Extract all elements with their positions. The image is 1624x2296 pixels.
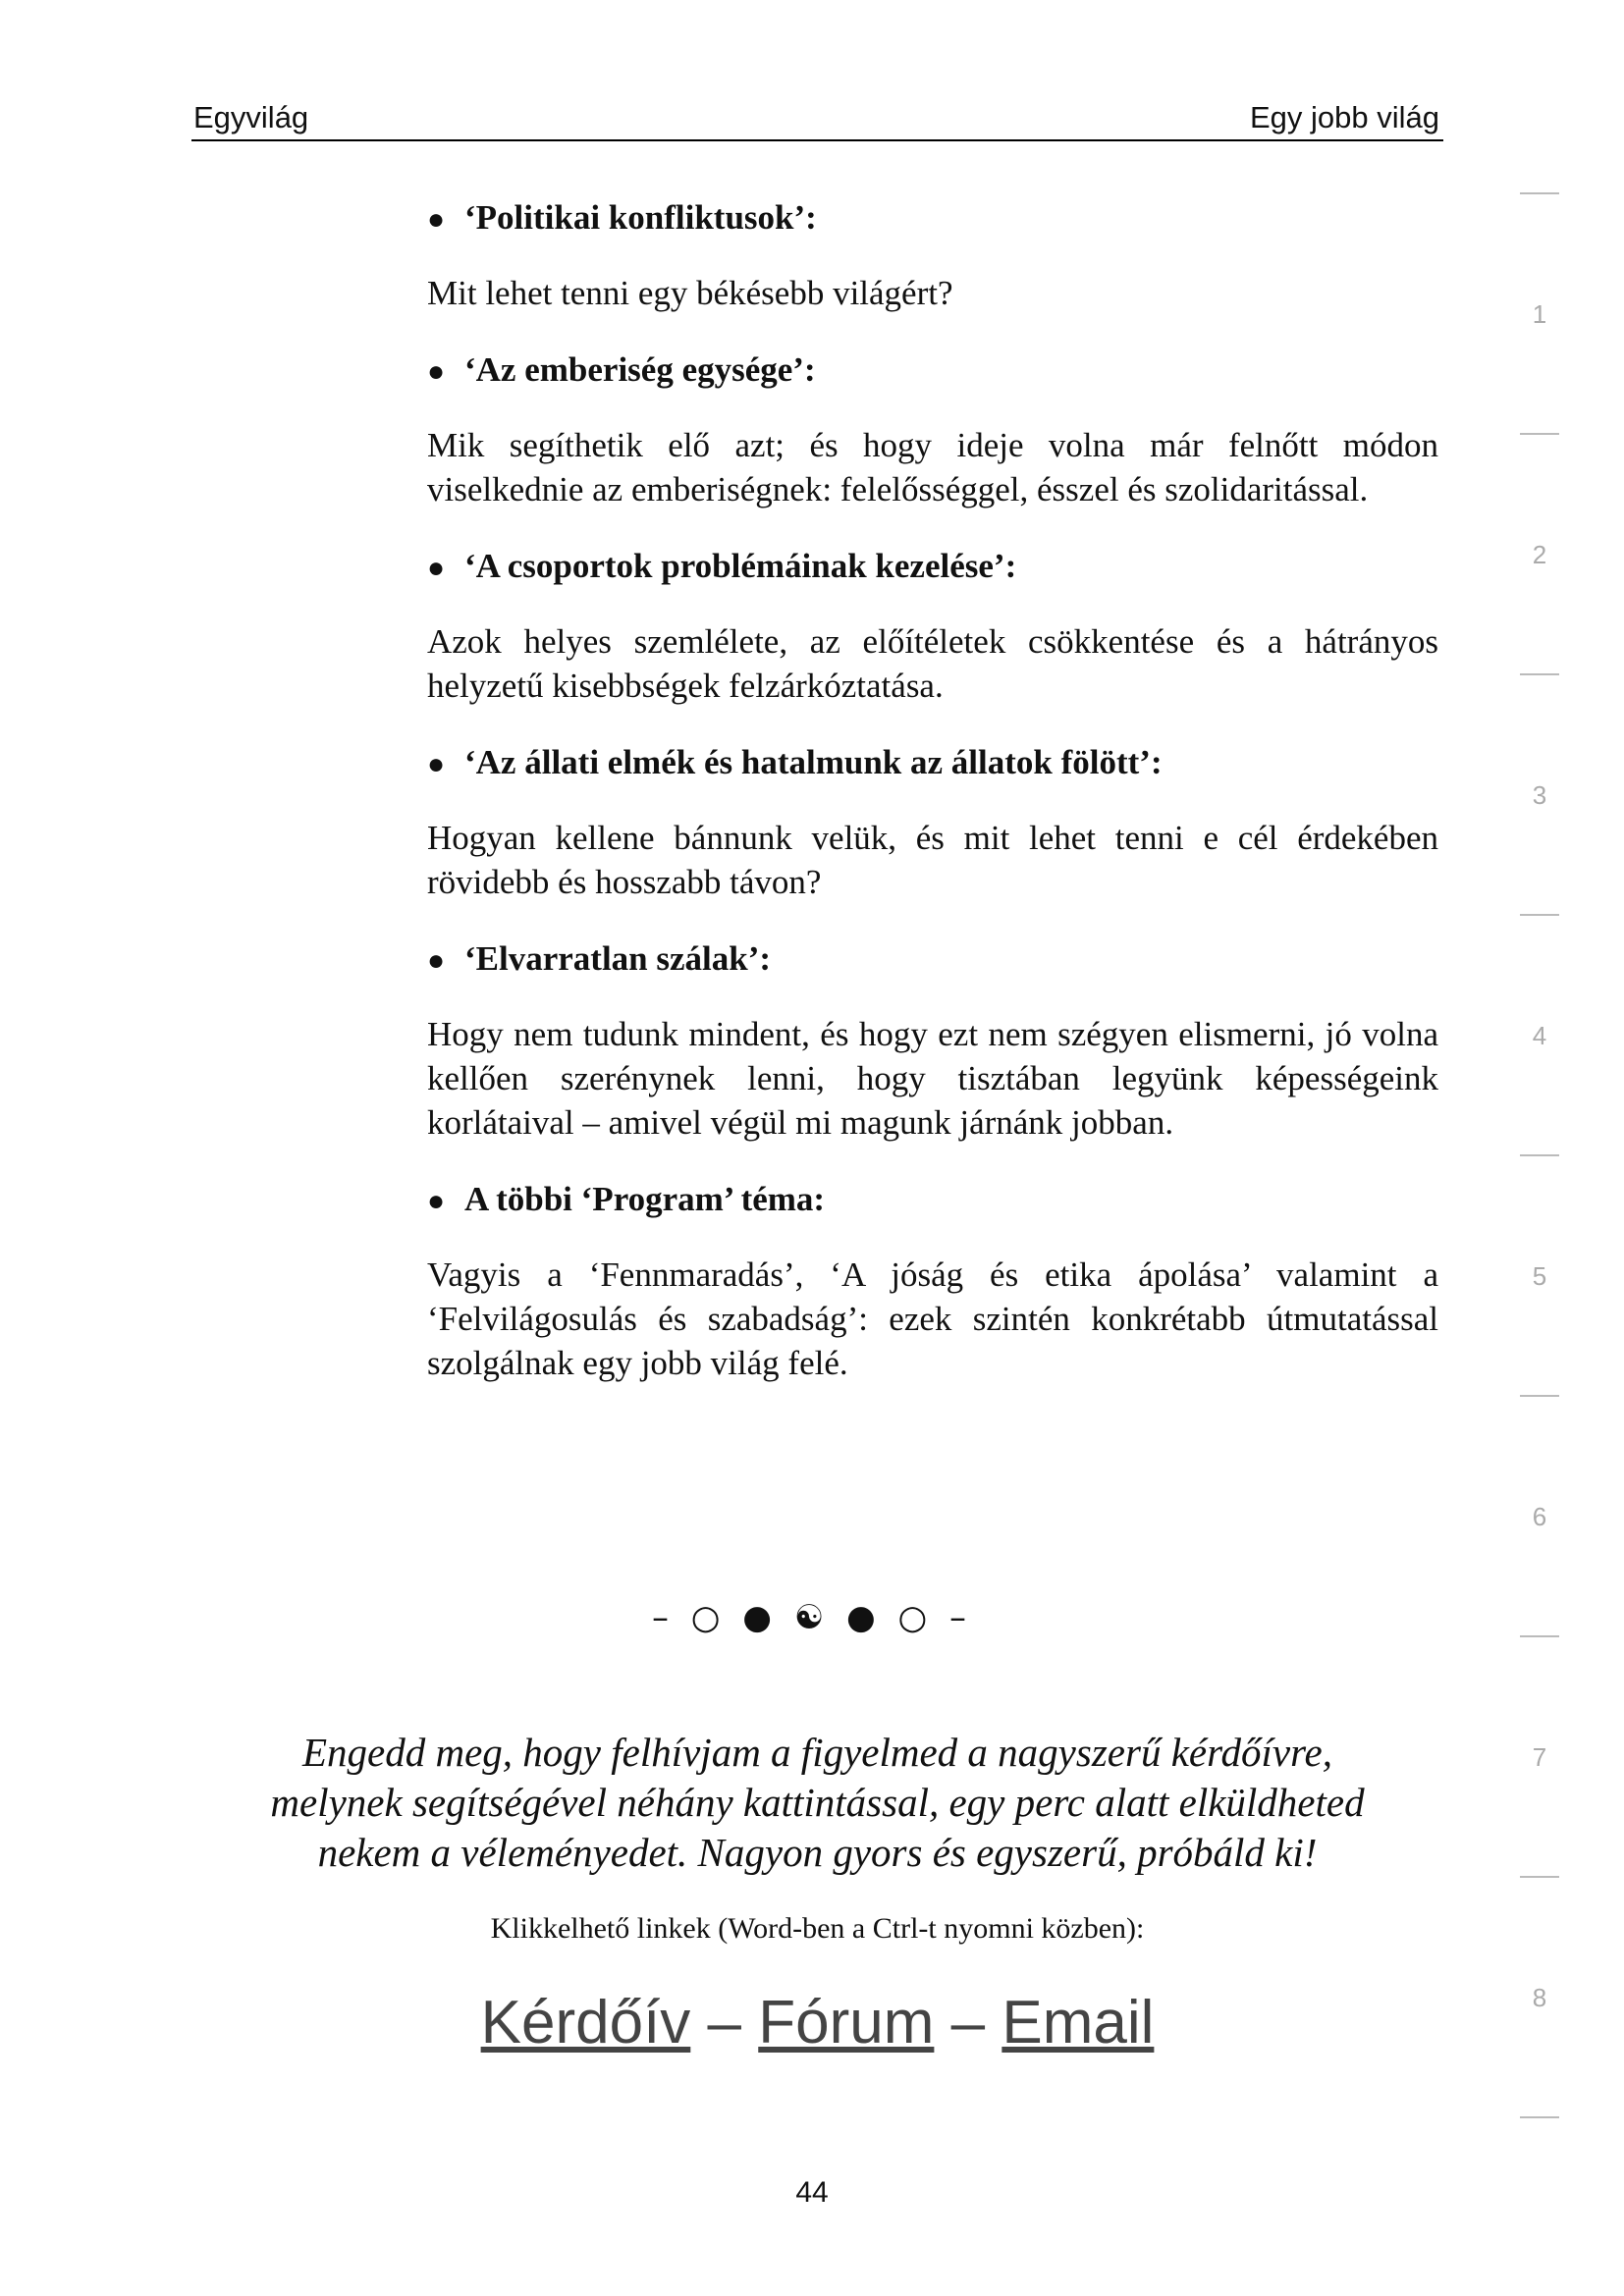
section-heading-text: ‘Az emberiség egysége’: [464,350,816,389]
section-text: Hogyan kellene bánnunk velük, és mit lehet tenni e cél érdekében rövidebb és hosszabb távon? [427,819,1438,901]
ruler-number: 7 [1532,1742,1547,1772]
bullet-icon: ● [427,552,446,584]
email-link[interactable]: Email [1001,1989,1155,2056]
ruler-tick [1520,914,1559,916]
closing-line: nekem a véleményedet. Nagyon gyors és egyszerű, próbáld ki! [317,1830,1318,1875]
ruler-number: 2 [1532,540,1547,569]
margin-line-ruler [1512,0,1571,2296]
section-heading-text: ‘Az állati elmék és hatalmunk az állatok fölött’: [464,743,1163,781]
section-text: Mit lehet tenni egy békésebb világért? [427,274,953,312]
bullet-icon: ● [427,1185,446,1217]
ruler-number: 4 [1532,1021,1547,1050]
bullet-icon: ● [427,944,446,977]
section-heading-text: ‘Elvarratlan szálak’: [464,939,772,978]
yin-yang-ornament-icon: – ○ ● ☯ ● ○ – [652,1598,972,1637]
section-text: Mik segíthetik elő azt; és hogy ideje volna már felnőtt módon viselkednie az emberiségnek: felelősséggel, ésszel és szolidaritással. [427,426,1438,508]
header-left-title: Egyvilág [193,100,309,134]
bullet-icon: ● [427,203,446,236]
section-unity [427,345,1438,511]
bullet-icon: ● [427,748,446,780]
header-right-title: Egy jobb világ [1249,100,1439,134]
ruler-tick [1520,1395,1559,1397]
main-content [427,192,1438,1415]
link-note: Klikkelhető linkek (Word-ben a Ctrl-t nyomni közben): [490,1912,1145,1945]
section-political-conflicts [427,192,1438,315]
section-heading [427,934,1438,987]
section-heading [427,192,1438,245]
ruler-tick [1520,1154,1559,1156]
closing-line: melynek segítségével néhány kattintással, egy perc alatt elküldheted [270,1780,1365,1825]
section-heading-text: ‘A csoportok problémáinak kezelése’: [464,547,1017,585]
ruler-tick [1520,673,1559,675]
link-separator: – [707,1989,742,2056]
ruler-number: 1 [1532,299,1547,329]
ruler-number: 8 [1532,1983,1547,2012]
section-heading [427,345,1438,398]
ruler-tick [1520,1876,1559,1878]
ruler-number: 5 [1532,1261,1547,1291]
closing-invitation [191,1728,1443,1878]
ruler-tick [1520,1635,1559,1637]
section-heading [427,541,1438,594]
bullet-icon: ● [427,355,446,388]
section-other-topics [427,1174,1438,1385]
ruler-tick [1520,2116,1559,2118]
section-text: Hogy nem tudunk mindent, és hogy ezt nem szégyen elismerni, jó volna kellően szerénynek lenni, hogy tisztában legyünk képességeink korlátaival – amivel végül mi magunk járnánk jobban. [427,1015,1438,1142]
section-heading-text: ‘Politikai konfliktusok’: [464,198,817,237]
section-heading [427,1174,1438,1227]
section-text: Vagyis a ‘Fennmaradás’, ‘A jóság és etika ápolása’ valamint a ‘Felvilágosulás és szabadság’: ezek szintén konkrétabb útmutatással szolgálnak egy jobb világ felé. [427,1255,1438,1382]
section-text: Azok helyes szemlélete, az előítéletek csökkentése és a hátrányos helyzetű kisebbségek felzárkóztatása. [427,622,1438,705]
section-heading [427,737,1438,790]
ruler-number: 6 [1532,1502,1547,1531]
section-groups [427,541,1438,708]
forum-link[interactable]: Fórum [758,1989,935,2056]
section-animal-minds [427,737,1438,904]
section-heading-text: A többi ‘Program’ téma: [464,1180,826,1218]
survey-link[interactable]: Kérdőív [480,1989,691,2056]
page-number: 44 [795,2176,829,2209]
closing-line: Engedd meg, hogy felhívjam a figyelmed a nagyszerű kérdőívre, [301,1730,1332,1775]
ruler-tick [1520,192,1559,194]
ruler-number: 3 [1532,780,1547,810]
page-header [191,96,1443,141]
ruler-tick [1520,433,1559,435]
link-separator: – [950,1989,986,2056]
section-loose-ends [427,934,1438,1145]
links-row [191,1988,1443,2057]
